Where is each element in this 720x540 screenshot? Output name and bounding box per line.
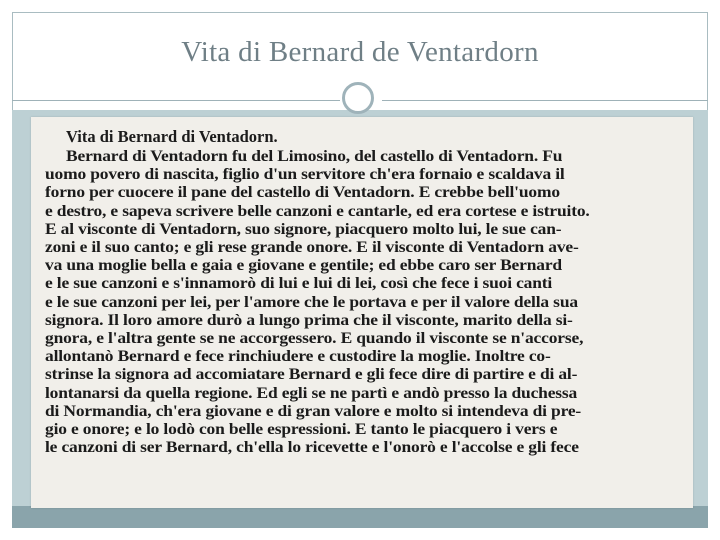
document-text-line: e le sue canzoni e s'innamorò di lui e lui di lei, così che fece i suoi canti [45, 275, 553, 293]
slide-title: Vita di Bernard de Ventardorn [181, 36, 539, 68]
document-text-line: uomo povero di nascita, figlio d'un servitore ch'era fornaio e scaldava il [45, 166, 565, 184]
document-body [45, 148, 679, 457]
document-text-line: signora. Il loro amore durò a lungo prima che il visconte, marito della si- [45, 311, 573, 329]
document-heading: Vita di Bernard di Ventadorn. [66, 127, 278, 146]
footer-bar [12, 506, 708, 528]
title-divider-left [12, 100, 340, 101]
document-text-line: gio e onore; e lo lodò con belle espressioni. E tanto le piacquero i vers e [45, 421, 558, 439]
document-text-line: allontanò Bernard e fece rinchiudere e custodire la moglie. Inoltre co- [45, 348, 551, 366]
document-text-line: zoni e il suo canto; e gli rese grande onore. E il visconte di Ventadorn ave- [45, 239, 579, 257]
title-divider-right [382, 100, 708, 101]
document-text-line: Bernard di Ventadorn fu del Limosino, del castello di Ventadorn. Fu [66, 148, 563, 165]
scanned-document-image [31, 117, 693, 508]
document-text-line: di Normandia, ch'era giovane e di gran valore e molto si intendeva di pre- [45, 402, 582, 420]
document-text-line: e destro, e sapeva scrivere belle canzoni e cantarle, ed era cortese e istruito. [45, 202, 590, 220]
document-text-line: va una moglie bella e gaia e giovane e gentile; ed ebbe caro ser Bernard [45, 257, 562, 275]
divider-ring-ornament [342, 82, 374, 114]
document-text-line: strinse la signora ad accomiatare Bernard e gli fece dire di partire e di al- [45, 366, 578, 384]
document-text-line: le canzoni di ser Bernard, ch'ella lo ricevette e l'onorò e l'accolse e gli fece [45, 439, 579, 457]
document-text-line: lontanarsi da quella regione. Ed egli se ne partì e andò presso la duchessa [45, 384, 578, 402]
document-text-line: forno per cuocere il pane del castello di Ventadorn. E crebbe bell'uomo [45, 184, 560, 202]
document-text-line: gnora, e l'altra gente se ne accorgessero. E quando il visconte se n'accorse, [45, 330, 584, 348]
document-text-line: e le sue canzoni per lei, per l'amore che le portava e per il valore della sua [45, 293, 578, 311]
document-text-line: E al visconte di Ventadorn, suo signore, piacquero molto lui, le sue can- [45, 220, 562, 238]
